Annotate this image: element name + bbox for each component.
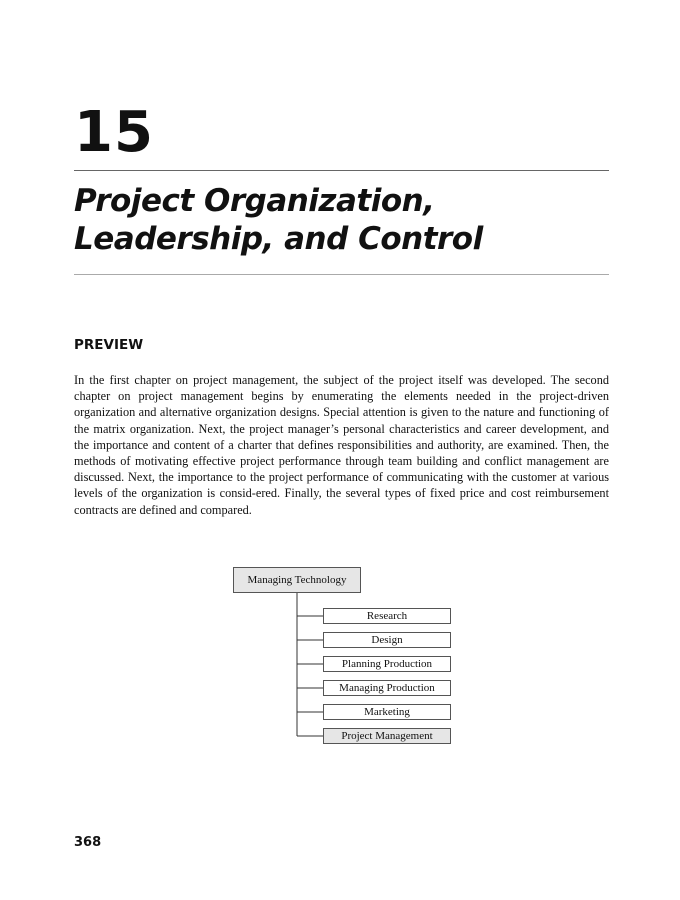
org-child-box: Planning Production <box>323 656 451 672</box>
org-child-box: Design <box>323 632 451 648</box>
title-rule-bottom <box>74 274 609 275</box>
org-child-box-highlighted: Project Management <box>323 728 451 744</box>
org-child-box: Research <box>323 608 451 624</box>
chapter-number: 15 <box>74 100 154 165</box>
page-number: 368 <box>74 835 102 850</box>
preview-heading: PREVIEW <box>74 337 144 353</box>
chapter-title-line-1: Project Organization, <box>74 183 435 219</box>
chapter-title-line-2: Leadership, and Control <box>74 221 483 257</box>
preview-paragraph: In the first chapter on project management, the subject of the project itself was developed. The second chapter on project management begins by enumerating the elements needed in the project-driven organization and alternative organization designs. Special attention is given to the nature and functioning of the matrix organization. Next, the project manager’s personal characteristics and career development, and the importance and content of a charter that defines responsibilities and authority, are examined. Then, the methods of motivating effective project performance through team building and conflict management are discussed. Next, the importance to the project performance of communicating with the customer at various levels of the organization is consid-ered. Finally, the several types of fixed price and cost reimbursement contracts are defined and compared. <box>74 373 609 517</box>
org-child-box: Managing Production <box>323 680 451 696</box>
chapter-title <box>74 182 614 258</box>
title-rule-top <box>74 170 609 171</box>
org-root-box: Managing Technology <box>233 567 361 593</box>
org-child-box: Marketing <box>323 704 451 720</box>
